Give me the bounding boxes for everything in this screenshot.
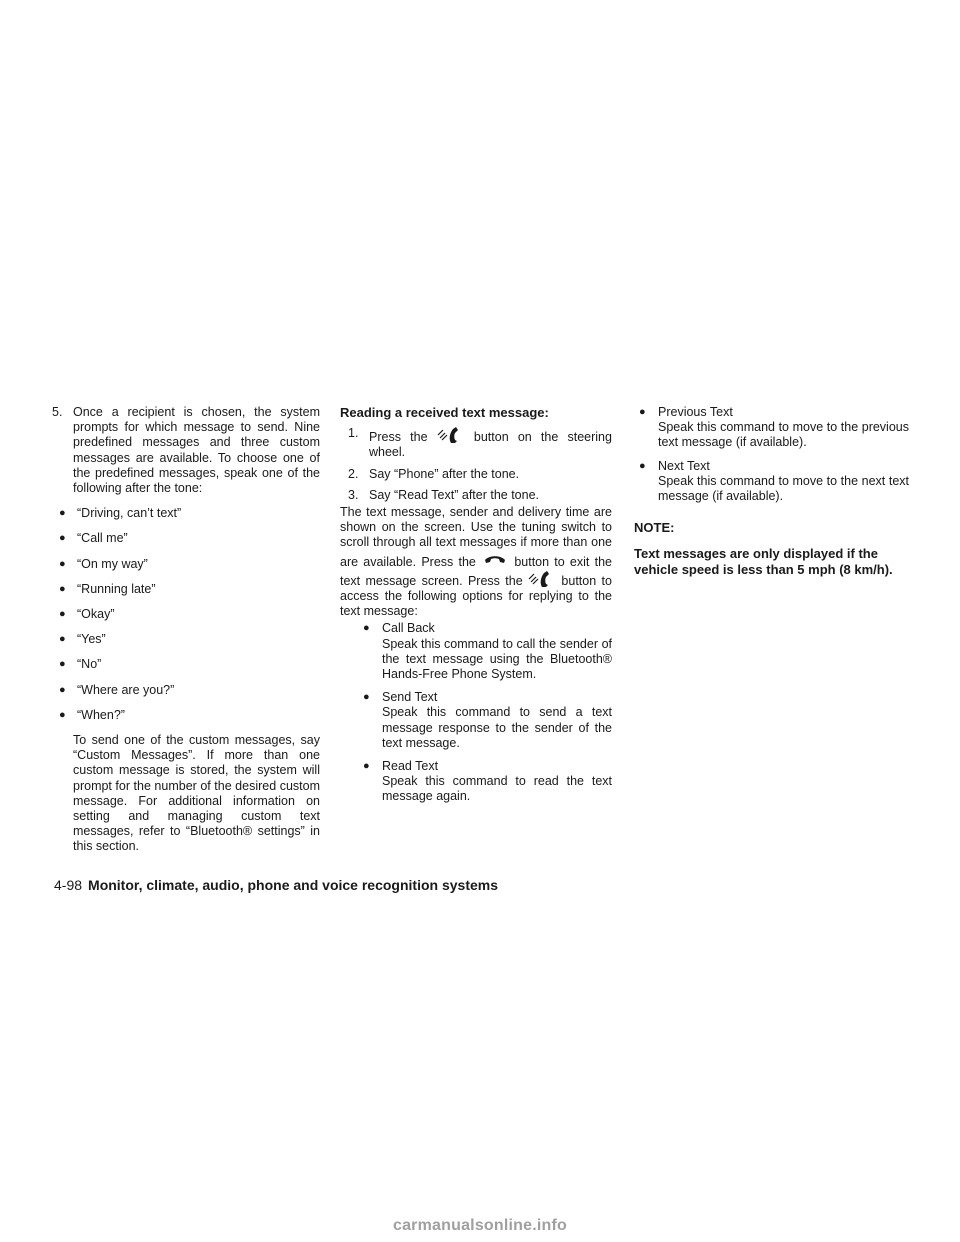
step-2: 2. Say “Phone” after the tone. <box>348 466 520 481</box>
step-5 <box>52 405 320 496</box>
option-call-back: ● Call Back Speak this command to call the sender of the text message using the Bluetooth® Hands-Free Phone System. <box>363 621 612 682</box>
page-footer <box>54 877 498 893</box>
bullet-icon: ● <box>363 622 370 635</box>
option-send-text: ● Send Text Speak this command to send a text message response to the sender of the text message. <box>363 690 612 750</box>
bullet-icon: ● <box>59 582 66 595</box>
bullet-icon: ● <box>639 406 646 418</box>
section-title: Monitor, climate, audio, phone and voice recognition systems <box>88 877 498 893</box>
note-label: NOTE: <box>634 520 675 536</box>
left-column <box>52 405 320 855</box>
message-item: ● “Where are you?” <box>59 682 175 697</box>
watermark: carmanualsonline.info <box>392 1217 567 1234</box>
step-5-text: Once a recipient is chosen, the system prompts for which message to send. Nine predefined messages and three custom messages are available. To choose one of the predefined messages, speak one of the following after the tone: <box>73 405 320 496</box>
bullet-icon: ● <box>59 708 66 721</box>
step-5-number: 5. <box>52 405 63 419</box>
step-3: 3. Say “Read Text” after the tone. <box>348 487 540 502</box>
message-item: ● “Call me” <box>59 531 128 546</box>
text-message-paragraph: The text message, sender and delivery time are shown on the screen. Use the tuning switch to scroll through all text messages if more than one are available. Press the button to exit the text message screen. Press the button to access the following options for replying to the text message: <box>340 505 612 619</box>
bullet-icon: ● <box>59 683 66 696</box>
message-item: ● “On my way” <box>59 556 148 571</box>
page-number: 4-98 <box>54 877 83 893</box>
phone-talk-icon <box>437 426 465 444</box>
section-heading: Reading a received text message: <box>340 405 549 420</box>
message-item: ● “Driving, can’t text” <box>59 506 182 521</box>
bullet-icon: ● <box>59 608 66 621</box>
bullet-icon: ● <box>59 557 66 570</box>
option-previous-text: ● Previous Text Speak this command to move to the previous text message (if available). <box>639 405 909 450</box>
step-1: 1. Press the button on the steering wheel. <box>348 426 612 460</box>
bullet-icon: ● <box>59 633 66 646</box>
message-item: ● “Okay” <box>59 607 115 622</box>
bullet-icon: ● <box>363 691 370 704</box>
phone-hangup-icon <box>481 551 509 569</box>
bullet-icon: ● <box>363 760 370 773</box>
option-read-text: ● Read Text Speak this command to read the text message again. <box>363 759 612 804</box>
bullet-icon: ● <box>59 658 66 671</box>
bullet-icon: ● <box>639 459 646 472</box>
bullet-icon: ● <box>59 532 66 545</box>
option-next-text: ● Next Text Speak this command to move to the next text message (if available). <box>639 458 909 504</box>
phone-talk-icon <box>528 570 556 588</box>
message-item: ● “When?” <box>59 707 125 722</box>
bullet-icon: ● <box>59 507 66 520</box>
note-text: Text messages are only displayed if the vehicle speed is less than 5 mph (8 km/h). <box>634 546 893 578</box>
right-column <box>634 405 909 578</box>
custom-messages-paragraph: To send one of the custom messages, say “Custom Messages”. If more than one custom message is stored, the system will prompt for the number of the desired custom message. For additional information on setting and managing custom text messages, refer to “Bluetooth® settings” in this section. <box>73 733 320 854</box>
message-item: ● “No” <box>59 657 102 672</box>
message-item: ● “Running late” <box>59 581 156 596</box>
middle-column <box>340 405 612 805</box>
steps-list <box>340 426 612 503</box>
message-item: ● “Yes” <box>59 632 106 647</box>
